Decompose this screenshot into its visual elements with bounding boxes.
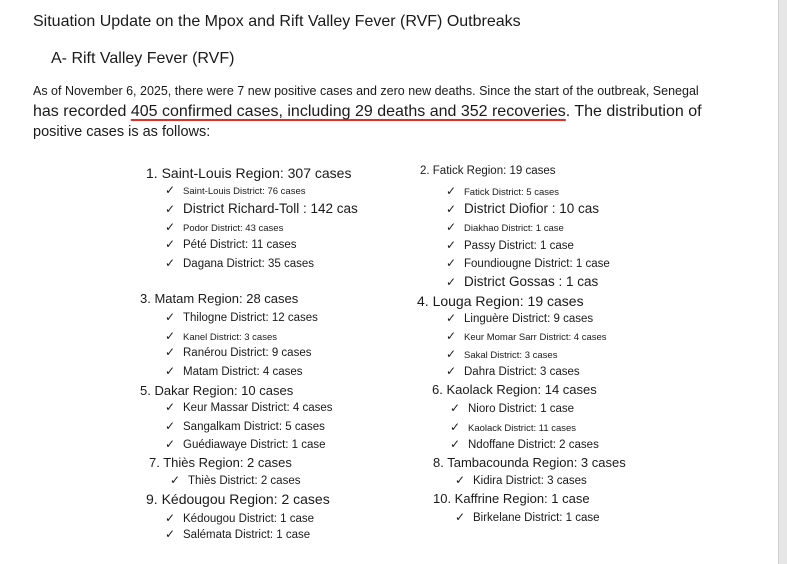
district-item: ✓ Guédiawaye District: 1 case	[165, 437, 326, 451]
check-icon: ✓	[450, 420, 461, 434]
district-item: ✓ Kédougou District: 1 case	[165, 511, 315, 525]
region-kaolack: 6. Kaolack Region: 14 cases	[432, 382, 597, 397]
district-item: ✓ Birkelane District: 1 case	[455, 510, 600, 524]
district-item: ✓ Matam District: 4 cases	[165, 364, 303, 378]
district-item: ✓ Passy District: 1 case	[446, 238, 574, 252]
district-item: ✓ Keur Massar District: 4 cases	[165, 400, 333, 414]
intro-line-2	[33, 103, 702, 121]
region-louga: 4. Louga Region: 19 cases	[417, 293, 584, 309]
check-icon: ✓	[165, 237, 176, 251]
intro-line-2-post: . The distribution of	[565, 103, 702, 120]
region-kaffrine: 10. Kaffrine Region: 1 case	[433, 491, 590, 506]
document-title: Situation Update on the Mpox and Rift Valley Fever (RVF) Outbreaks	[33, 13, 521, 30]
check-icon: ✓	[446, 184, 457, 198]
check-icon: ✓	[165, 329, 176, 343]
district-item: ✓ Saint-Louis District: 76 cases	[165, 183, 306, 197]
district-item: ✓ Thilogne District: 12 cases	[165, 310, 318, 324]
check-icon: ✓	[446, 202, 457, 216]
district-item: ✓ Kaolack District: 11 cases	[450, 420, 577, 434]
district-item: ✓ District Richard-Toll : 142 cas	[165, 201, 358, 216]
check-icon: ✓	[455, 510, 466, 524]
check-icon: ✓	[165, 527, 176, 541]
check-icon: ✓	[446, 347, 457, 361]
district-item: ✓ Thiès District: 2 cases	[170, 473, 301, 487]
check-icon: ✓	[170, 473, 181, 487]
region-dakar: 5. Dakar Region: 10 cases	[140, 383, 294, 398]
district-item: ✓ Pété District: 11 cases	[165, 237, 297, 251]
check-icon: ✓	[165, 183, 176, 197]
district-item: ✓ Podor District: 43 cases	[165, 220, 284, 234]
district-item: ✓ Diakhao District: 1 case	[446, 220, 564, 234]
check-icon: ✓	[165, 400, 176, 414]
intro-line-2-pre: has recorded	[33, 103, 131, 120]
check-icon: ✓	[446, 329, 457, 343]
check-icon: ✓	[165, 419, 176, 433]
region-matam: 3. Matam Region: 28 cases	[140, 291, 299, 306]
district-item: ✓ Ranérou District: 9 cases	[165, 345, 312, 359]
district-item: ✓ Sakal District: 3 cases	[446, 347, 558, 361]
district-item: ✓ Foundiougne District: 1 case	[446, 256, 610, 270]
intro-line-3: positive cases is as follows:	[33, 124, 211, 140]
check-icon: ✓	[446, 311, 457, 325]
district-item: ✓ Fatick District: 5 cases	[446, 184, 560, 198]
district-item: ✓ Ndoffane District: 2 cases	[450, 437, 599, 451]
check-icon: ✓	[165, 310, 176, 324]
district-item: ✓ Kidira District: 3 cases	[455, 473, 587, 487]
intro-line-1: As of November 6, 2025, there were 7 new positive cases and zero new deaths. Since the start of the outbreak, Senegal	[33, 84, 699, 98]
region-kedougou: 9. Kédougou Region: 2 cases	[146, 491, 330, 507]
check-icon: ✓	[455, 473, 466, 487]
district-item: ✓ Sangalkam District: 5 cases	[165, 419, 325, 433]
region-fatick: 2. Fatick Region: 19 cases	[420, 165, 556, 177]
check-icon: ✓	[446, 238, 457, 252]
district-item: ✓ District Gossas : 1 cas	[446, 274, 599, 289]
check-icon: ✓	[446, 275, 457, 289]
region-tambacounda: 8. Tambacounda Region: 3 cases	[433, 455, 626, 470]
section-heading: A- Rift Valley Fever (RVF)	[51, 50, 235, 67]
check-icon: ✓	[165, 364, 176, 378]
district-item: ✓ Dagana District: 35 cases	[165, 256, 315, 270]
check-icon: ✓	[446, 364, 457, 378]
check-icon: ✓	[450, 437, 461, 451]
district-item: ✓ Nioro District: 1 case	[450, 401, 575, 415]
district-item: ✓ Salémata District: 1 case	[165, 527, 311, 541]
check-icon: ✓	[165, 256, 176, 270]
district-item: ✓ Keur Momar Sarr District: 4 cases	[446, 329, 607, 343]
check-icon: ✓	[446, 256, 457, 270]
district-item: ✓ Kanel District: 3 cases	[165, 329, 277, 343]
region-thies: 7. Thiès Region: 2 cases	[149, 455, 292, 470]
region-saint-louis: 1. Saint-Louis Region: 307 cases	[146, 165, 352, 181]
check-icon: ✓	[450, 401, 461, 415]
check-icon: ✓	[446, 220, 457, 234]
check-icon: ✓	[165, 345, 176, 359]
district-item: ✓ Dahra District: 3 cases	[446, 364, 580, 378]
check-icon: ✓	[165, 511, 176, 525]
window-edge	[778, 0, 787, 564]
check-icon: ✓	[165, 202, 176, 216]
district-item: ✓ District Diofior : 10 cas	[446, 201, 600, 216]
highlighted-totals: 405 confirmed cases, including 29 deaths and 352 recoveries	[130, 103, 566, 120]
check-icon: ✓	[165, 437, 176, 451]
district-item: ✓ Linguère District: 9 cases	[446, 311, 594, 325]
check-icon: ✓	[165, 220, 176, 234]
